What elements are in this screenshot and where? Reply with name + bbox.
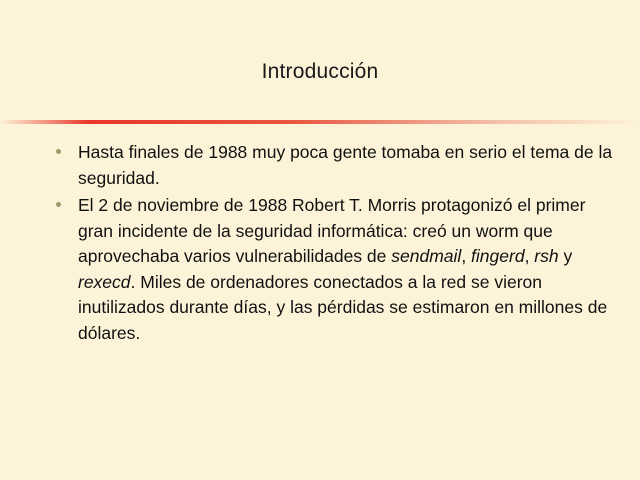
bullet-point-icon (56, 202, 61, 207)
bullet-point-icon (56, 149, 61, 154)
bullet-list (44, 140, 614, 348)
list-item-text: El 2 de noviembre de 1988 Robert T. Morris protagonizó el primer gran incidente de la seguridad informática: creó un worm que aprovechaba varios vulnerabilidades de sendmail, fingerd, rsh y rexecd. Miles de ordenadores conectados a la red se vieron inutilizados durante días, y las pérdidas se estimaron en millones de dólares. (78, 195, 608, 343)
title-divider (0, 120, 640, 124)
page-title: Introducción (261, 60, 379, 83)
list-item (44, 140, 614, 191)
list-item-text: Hasta finales de 1988 muy poca gente tomaba en serio el tema de la seguridad. (78, 142, 613, 188)
list-item (44, 193, 614, 346)
